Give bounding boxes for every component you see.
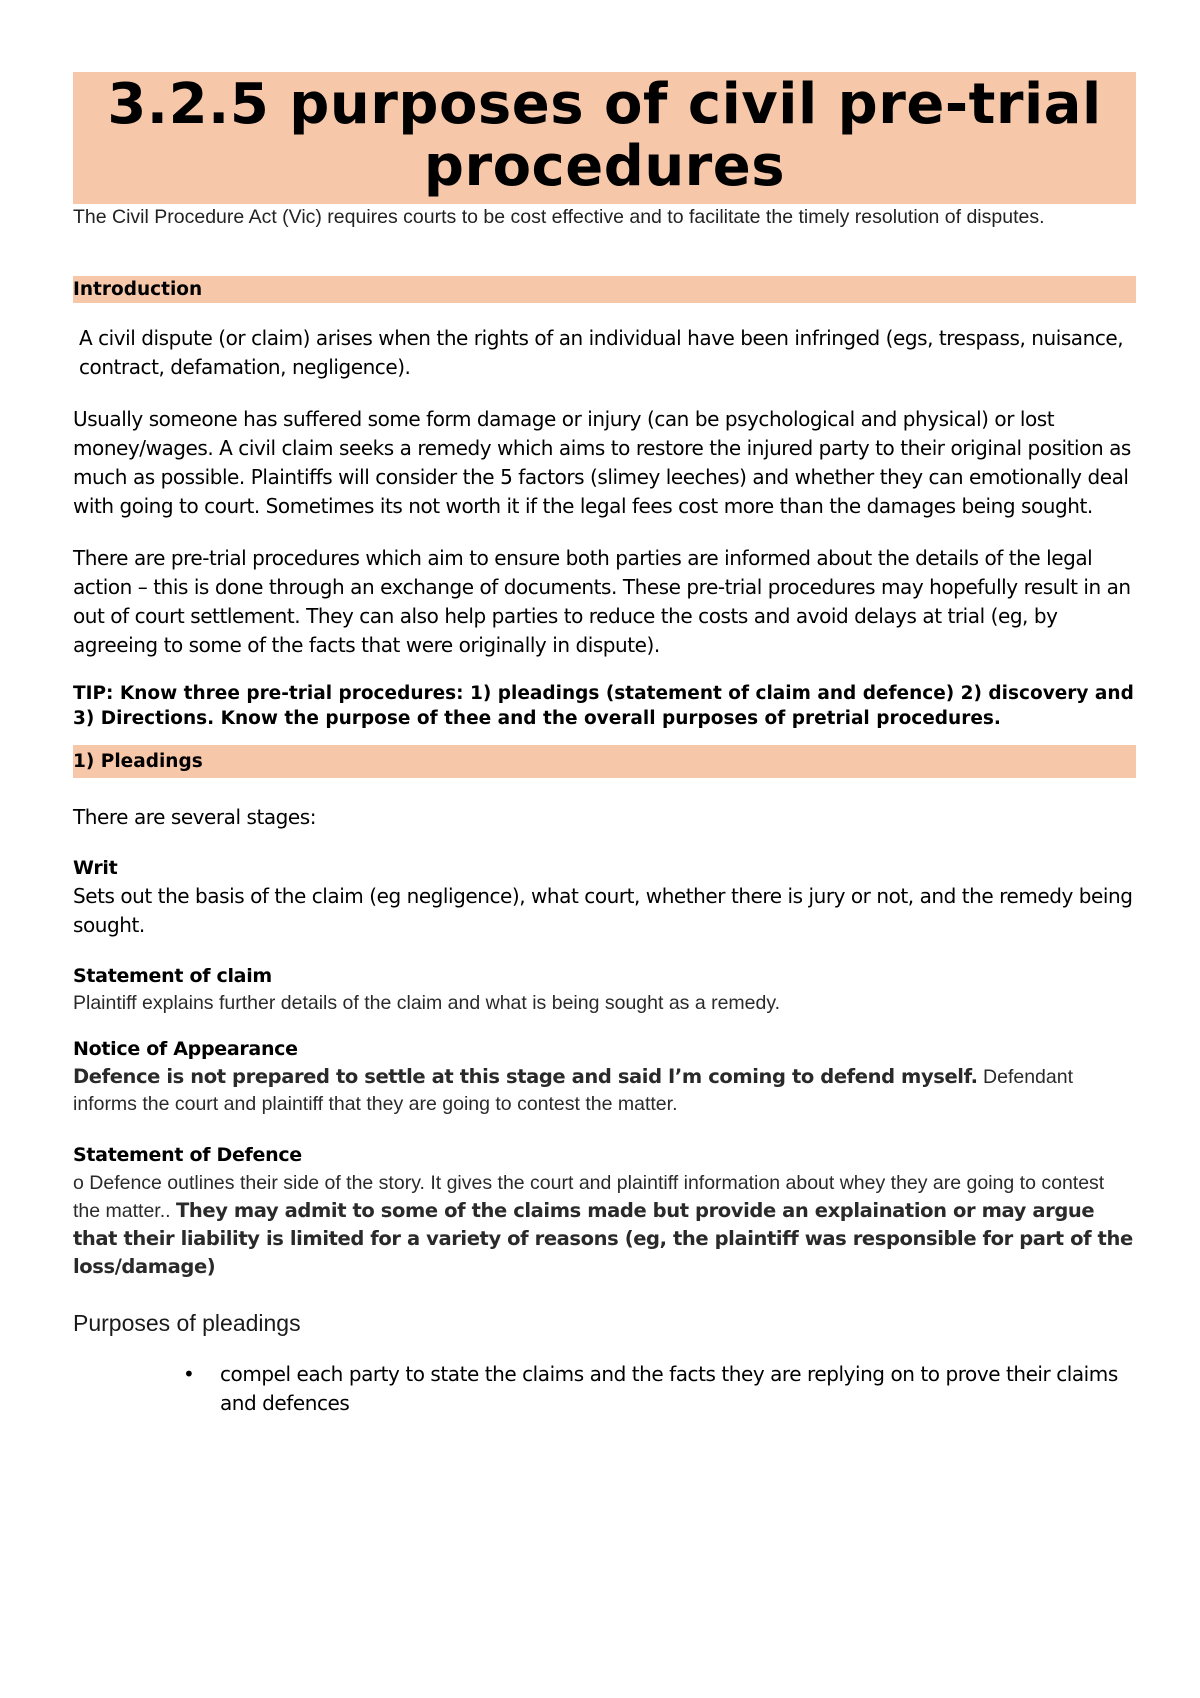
writ-heading: Writ	[73, 857, 118, 879]
statement-of-defence-text	[73, 1169, 1136, 1281]
notice-of-appearance-heading: Notice of Appearance	[73, 1038, 298, 1060]
page-title: 3.2.5 purposes of civil pre-trial procedures	[107, 72, 1102, 199]
statement-of-claim-text: Plaintiff explains further details of the claim and what is being sought as a remedy.	[73, 992, 781, 1014]
statement-of-defence-bold: They may admit to some of the claims made but provide an explaination or may argue that their liability is limited for a variety of reasons (eg, the plaintiff was responsible for part of the loss/damage)	[73, 1199, 1133, 1278]
section-heading-pleadings: 1) Pleadings	[73, 745, 1136, 778]
statement-of-defence-plain: o Defence outlines their side of the story. It gives the court and plaintiff information about whey they are going to contest the matter..	[73, 1172, 1105, 1222]
purposes-of-pleadings-heading: Purposes of pleadings	[73, 1310, 301, 1336]
intro-text: The Civil Procedure Act (Vic) requires courts to be cost effective and to facilitate the timely resolution of disputes.	[73, 206, 1045, 228]
statement-of-defence-heading: Statement of Defence	[73, 1144, 302, 1166]
intro-paragraph-2: Usually someone has suffered some form damage or injury (can be psychological and physical) or lost money/wages. A civil claim seeks a remedy which aims to restore the injured party to their original position as much as possible. Plaintiffs will consider the 5 factors (slimey leeches) and whether they can emotionally deal with going to court. Sometimes its not worth it if the legal fees cost more than the damages being sought.	[73, 407, 1131, 518]
notice-of-appearance-plain: Defendant informs the court and plaintiff that they are going to contest the matter.	[73, 1066, 1074, 1115]
title-band	[73, 72, 1136, 204]
tip-text: TIP: Know three pre-trial procedures: 1) pleadings (statement of claim and defence) 2) discovery and 3) Directions. Know the purpose of thee and the overall purposes of pretrial procedures.	[73, 683, 1134, 729]
section-heading-introduction: Introduction	[73, 276, 1136, 303]
intro-paragraph-3: There are pre-trial procedures which aim to ensure both parties are informed about the details of the legal action – this is done through an exchange of documents. These pre-trial procedures may hopefully result in an out of court settlement. They can also help parties to reduce the costs and avoid delays at trial (eg, by agreeing to some of the facts that were originally in dispute).	[73, 546, 1131, 657]
statement-of-claim-heading: Statement of claim	[73, 965, 272, 987]
writ-text: Sets out the basis of the claim (eg negligence), what court, whether there is jury or not, and the remedy being sought.	[73, 884, 1133, 937]
stages-intro: There are several stages:	[73, 805, 317, 829]
document-content	[73, 72, 1136, 1418]
purposes-list	[73, 1360, 1136, 1418]
notice-of-appearance-bold: Defence is not prepared to settle at this stage and said I’m coming to defend myself.	[73, 1065, 978, 1088]
list-item	[73, 1360, 1136, 1418]
notice-of-appearance-text	[73, 1063, 1136, 1118]
list-item-text: compel each party to state the claims and the facts they are replying on to prove their claims and defences	[220, 1362, 1118, 1415]
bullet-icon: •	[183, 1362, 195, 1386]
intro-paragraph-1: A civil dispute (or claim) arises when the rights of an individual have been infringed (egs, trespass, nuisance, contract, defamation, negligence).	[79, 326, 1124, 379]
